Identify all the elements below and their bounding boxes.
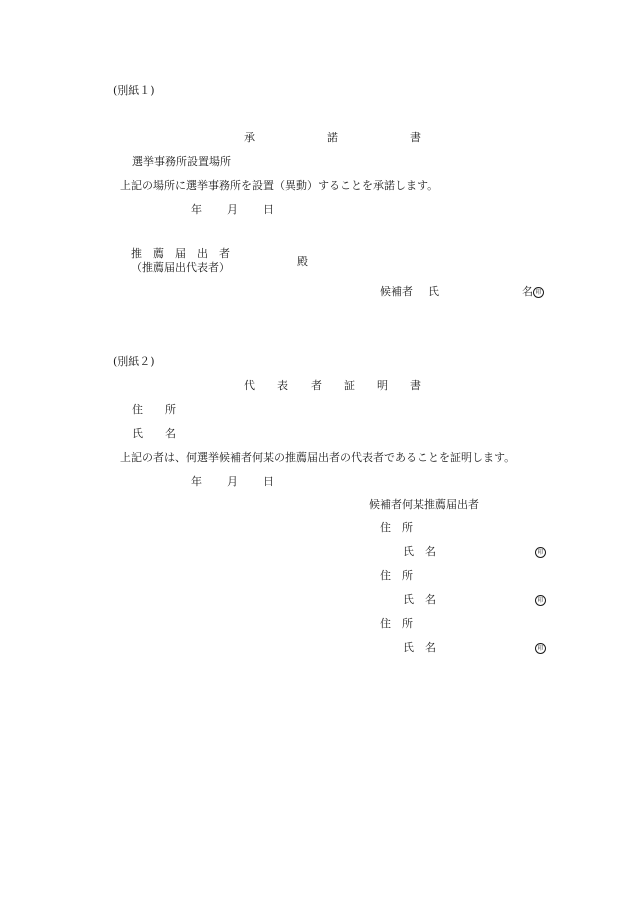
location-label: 選挙事務所設置場所 — [132, 155, 231, 168]
surname-label: 氏 — [428, 285, 439, 298]
form1-title-char-1: 承 — [244, 131, 255, 144]
signer-address-label: 住 所 — [380, 521, 413, 534]
form1-label: (別紙１) — [113, 84, 155, 97]
person-name-label: 氏 名 — [132, 427, 176, 440]
form2-title-char-4: 証 — [344, 379, 355, 392]
seal-icon: 印 — [533, 287, 544, 298]
form2-date-month: 月 — [227, 475, 238, 488]
signer-name-label: 氏 名 — [403, 641, 436, 654]
form2-title-char-1: 代 — [244, 379, 255, 392]
addressee: 推 薦 届 出 者 — [131, 247, 230, 260]
seal-icon: 印 — [535, 643, 546, 654]
form1-statement: 上記の場所に選挙事務所を設置（異動）することを承諾します。 — [120, 179, 439, 192]
form2-date-day: 日 — [263, 475, 274, 488]
form1-title-char-3: 書 — [410, 131, 421, 144]
form2-title-char-5: 明 — [377, 379, 388, 392]
form2-label: (別紙２) — [113, 355, 155, 368]
issuer: 候補者何某推薦届出者 — [369, 498, 479, 511]
addressee-sub: （推薦届出代表者） — [131, 261, 230, 274]
candidate-label: 候補者 — [380, 285, 413, 298]
signer-name-label: 氏 名 — [403, 545, 436, 558]
name-with-seal — [522, 286, 544, 298]
signer-address-label: 住 所 — [380, 569, 413, 582]
person-address-label: 住 所 — [132, 403, 176, 416]
form1-date-year: 年 — [191, 203, 202, 216]
signer-address-label: 住 所 — [380, 617, 413, 630]
signer-seal — [535, 546, 546, 558]
signer-seal — [535, 594, 546, 606]
form1-title-char-2: 諾 — [327, 131, 338, 144]
form1-date-month: 月 — [227, 203, 238, 216]
form2-title-char-6: 書 — [410, 379, 421, 392]
seal-icon: 印 — [535, 547, 546, 558]
form2-title-char-2: 表 — [277, 379, 288, 392]
form2-title-char-3: 者 — [311, 379, 322, 392]
signer-name-label: 氏 名 — [403, 593, 436, 606]
signer-seal — [535, 642, 546, 654]
form2-statement: 上記の者は、何選挙候補者何某の推薦届出者の代表者であることを証明します。 — [120, 451, 516, 464]
form1-date-day: 日 — [263, 203, 274, 216]
form2-date-year: 年 — [191, 475, 202, 488]
seal-icon: 印 — [535, 595, 546, 606]
honorific: 殿 — [297, 255, 308, 268]
name-label: 名 — [522, 285, 533, 298]
